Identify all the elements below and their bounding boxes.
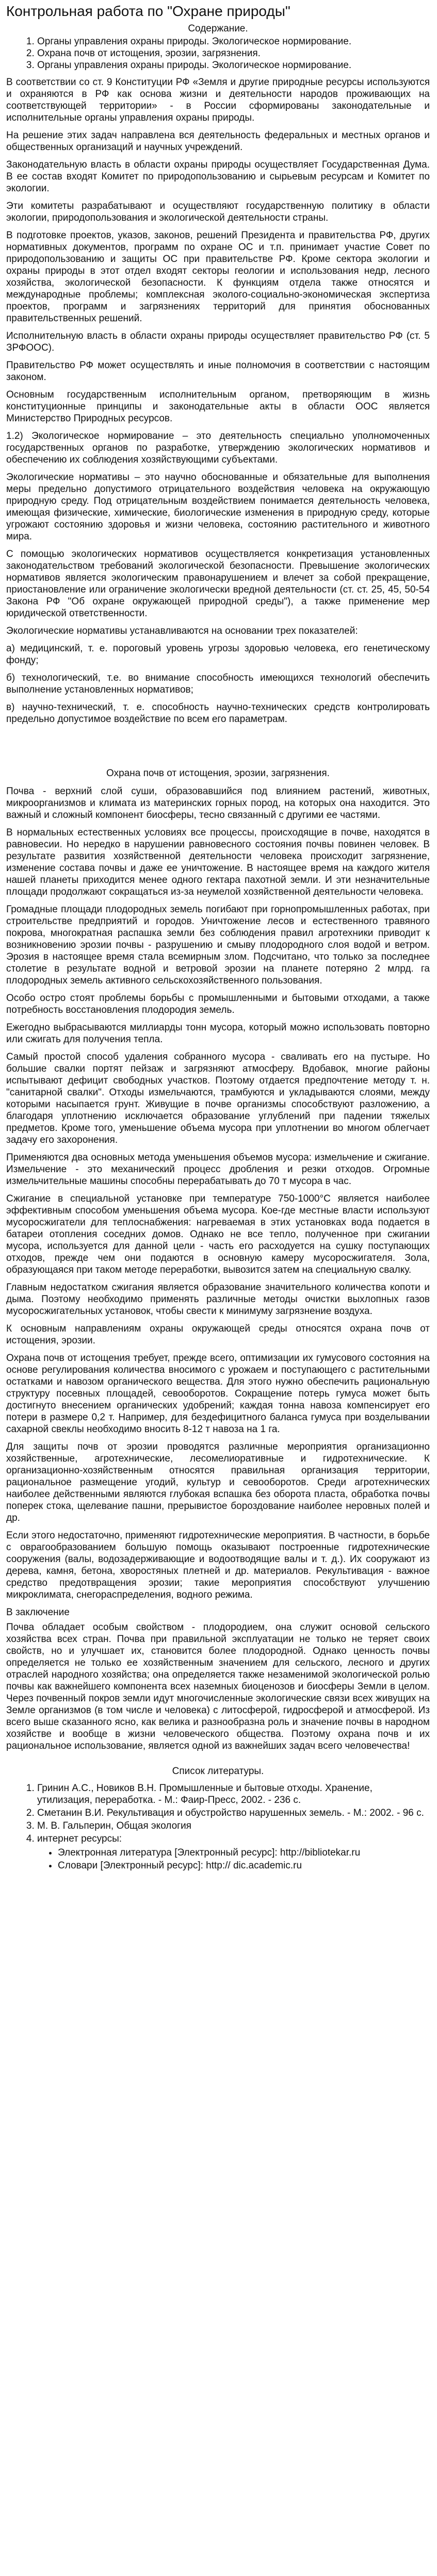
criteria-item: а) медицинский, т. е. пороговый уровень угрозы здоровью человека, его генетическому фонду;	[6, 643, 430, 666]
reference-item: 2. Сметанин В.И. Рекультивация и обустройство нарушенных земель. - М.: 2002. - 96 с.	[37, 1807, 430, 1819]
toc-item: 2. Охрана почв от истощения, эрозии, загрязнения.	[37, 47, 430, 59]
conclusion-paragraph: Почва обладает особым свойством - плодородием, она служит основой сельского хозяйства всех стран. Почва при правильной эксплуатации не только не теряет своих свойств, но и улучшает их, становится более плодородной. Однако ценность почвы определяется не только ее хозяйственным значением для сельского, лесного и других отраслей народного хозяйства; она определяется также незаменимой экологической ролью почвы как важнейшего компонента всех наземных биоценозов и биосферы Земли в целом. Через почвенный покров земли идут многочисленные экологические связи всех живущих на Земле организмов (в том числе и человека) с литосферой, гидросферой и атмосферой. Из всего выше сказанного ясно, как велика и разнообразна роль и значение почвы в народном хозяйстве и вообще в жизни человеческого общества. Поэтому охрана почв и их рациональное использование, является одной из важнейших задач всего человечества!	[6, 1622, 430, 1751]
toc-heading: Содержание.	[188, 23, 248, 34]
paragraph: В подготовке проектов, указов, законов, решений Президента и правительства РФ, других нормативных документов, программ по охране ОС и т.п. принимает участие Совет по природопользованию и защиты ОС при правительстве РФ. Кроме сектора экологии и охраны природы в этот отдел входят секторы геологии и использования недр, лесного хозяйства, экологической безопасности. К функциям отдела также относятся и международные проблемы; комплексная эколого-социально-экономическая экспертиза проектов, программ и загрязнениях территорий для принятия обоснованных правительственных решений.	[6, 230, 430, 324]
paragraph: Для защиты почв от эрозии проводятся различные мероприятия организационно хозяйственные, агротехнические, лесомелиоративные и гидротехнические. К организационно-хозяйственным относятся правильная организация территории, рациональное размещение угодий, культур и севооборотов. Среди агротехнических наиболее действенными являются глубокая вспашка без оборота пласта, обработка почвы поперек стока, щелевание пашни, прерывистое бороздование наиболее неровных полей и др.	[6, 1441, 430, 1523]
toc-item: 3. Органы управления охраны природы. Экологическое нормирование.	[37, 59, 430, 71]
paragraph: Главным недостатком сжигания является образование значительного количества копоти и дыма. Поэтому необходимо применять различные методы очистки выхлопных газов мусоросжигательных установок, чтобы свести к минимуму загрязнение воздуха.	[6, 1282, 430, 1317]
bibliography-list	[27, 1782, 430, 1845]
paragraph: Громадные площади плодородных земель погибают при горнопромышленных работах, при строительстве предприятий и городов. Уничтожение лесов и естественного травяного покрова, многократная распашка земли без соблюдения правил агротехники приводит к возникновению эрозии почвы - разрушению и смыву плодородного слоя водой и ветром. Эрозия в настоящее время стала всемирным злом. Подсчитано, что только за последнее столетие в результате водной и ветровой эрозии на планете потеряно 2 млрд. га плодородных земель активного сельскохозяйственного пользования.	[6, 904, 430, 986]
paragraph: На решение этих задач направлена вся деятельность федеральных и местных органов и общественных организаций и научных учреждений.	[6, 130, 430, 153]
criteria-item: в) научно-технический, т. е. способность научно-технических средств контролировать предельно допустимое воздействие по всем его параметрам.	[6, 702, 430, 725]
paragraph: Сжигание в специальной установке при температуре 750-1000°С является наиболее эффективным способом уменьшения объема мусора. Кое-где местные власти используют мусоросжигатели для теплоснабжения: нагреваемая в этих установках вода подается в батареи отопления соседних домов. Однако не все тепло, полученное при сжигании мусора, используется для данной цели - часть его расходуется на сушку поступающих отходов, прежде чем они подаются в основную камеру мусоросжигателя. Зола, образующаяся при таком методе переработки, вывозится затем на специальную свалку.	[6, 1193, 430, 1275]
bibliography-heading: Список литературы.	[172, 1766, 264, 1777]
reference-item: 3. М. В. Гальперин, Общая экология	[37, 1820, 430, 1832]
toc-item: 1. Органы управления охраны природы. Экологическое нормирование.	[37, 36, 430, 47]
internet-resources	[47, 1847, 430, 1872]
paragraph: Ежегодно выбрасываются миллиарды тонн мусора, который можно использовать повторно или сжигать для получения тепла.	[6, 1022, 430, 1045]
paragraph: Основным государственным исполнительным органом, претворяющим в жизнь конституционные принципы и законодательные акты в области ООС является Министерство Природных ресурсов.	[6, 389, 430, 424]
reference-item: 4. интернет ресурсы:	[37, 1833, 430, 1845]
paragraph: Законодательную власть в области охраны природы осуществляет Государственная Дума. В ее состав входят Комитет по природопользованию и сырьевым ресурсам и Комитет по экологии.	[6, 159, 430, 194]
paragraph: В нормальных естественных условиях все процессы, происходящие в почве, находятся в равновесии. Но нередко в нарушении равновесного состояния почвы повинен человек. В результате развития хозяйственной деятельности человека происходит загрязнение, изменение состава почвы и даже ее уничтожение. В настоящее время на каждого жителя нашей планеты приходится менее одного гектара пахотной земли. И эти незначительные площади продолжают сокращаться из-за неумелой хозяйственной деятельности человека.	[6, 827, 430, 897]
paragraph: В соответствии со ст. 9 Конституции РФ «Земля и другие природные ресурсы используются и охраняются в РФ как основа жизни и деятельности народов проживающих на соответствующей территории» - в России сформированы законодательные и исполнительные органы управления охраны природы.	[6, 77, 430, 123]
paragraph: Самый простой способ удаления собранного мусора - сваливать его на пустыре. Но большие свалки портят пейзаж и загрязняют атмосферу. Вдобавок, многие районы испытывают дефицит свободных участков. Поэтому отдается предпочтение методу т. н. "санитарной свалки". Отходы измельчаются, трамбуются и укладываются слоями, между которыми насыпается грунт. Живущие в почве организмы способствуют разложению, а благодаря уплотнению исключается образование углублений при падении тяжелых предметов. Кроме того, уменьшение объема мусора при уплотнении во многом облегчает задачу его захоронения.	[6, 1052, 430, 1145]
conclusion-label: В заключение	[6, 1607, 70, 1618]
page-title: Контрольная работа по "Охране природы"	[6, 3, 290, 19]
paragraph: Если этого недостаточно, применяют гидротехнические мероприятия. В частности, в борьбе с оврагообразованием большую помощь оказывают построенные гидротехнические сооружения (валы, водозадерживающие и водоотводящие валы и т. д.). Их сооружают из дерева, камня, бетона, хворостяных плетней и др. материалов. Рекультивация - важное средство предотвращения эрозии; такие мероприятия способствуют улучшению микроклимата, снегораспределения, водного режима.	[6, 1530, 430, 1600]
paragraph: С помощью экологических нормативов осуществляется конкретизация установленных законодательством требований экологической безопасности. Превышение экологических нормативов является экологическим правонарушением и влечет за собой прекращение, приостановление или ограничение экологически вредной деятельности (ст. ст. 25, 45, 50-54 Закона РФ "Об охране окружающей природной среды"), а также применение мер юридической ответственности.	[6, 549, 430, 619]
table-of-contents	[27, 36, 430, 71]
reference-item: 1. Гринин А.С., Новиков В.Н. Промышленные и бытовые отходы. Хранение, утилизация, переработка. - М.: Фаир-Пресс, 2002. - 236 с.	[37, 1782, 430, 1806]
paragraph: Охрана почв от истощения требует, прежде всего, оптимизации их гумусового состояния на основе регулирования количества вносимого с урожаем и поступающего с растительными остатками и навозом органического вещества. Для этого нужно обеспечить рациональную структуру посевных площадей, севооборотов. Сокращение потерь гумуса может быть достигнуто внесением органических удобрений; каждая тонна навоза компенсирует его потери в размере 0,2 т. Например, для бездефицитного баланса гумуса при возделывании сахарной свеклы необходимо вносить 8-12 т навоза на 1 га.	[6, 1353, 430, 1435]
paragraph: Правительство РФ может осуществлять и иные полномочия в соответствии с настоящим законом.	[6, 360, 430, 383]
paragraph: К основным направлениям охраны окружающей среды относятся охрана почв от истощения, эрозии.	[6, 1323, 430, 1346]
paragraph: Исполнительную власть в области охраны природы осуществляет правительство РФ (ст. 5 ЗРФООС).	[6, 331, 430, 353]
paragraph: 1.2) Экологическое нормирование – это деятельность специально уполномоченных государственных органов по разработке, утверждению экологических нормативов и обеспечению их соблюдения хозяйствующими субъектами.	[6, 431, 430, 465]
resource-link[interactable]: • Словари [Электронный ресурс]: http:// dic.academic.ru	[58, 1860, 430, 1872]
paragraph: Эти комитеты разрабатывают и осуществляют государственную политику в области экологии, природопользования и экологической деятельности страны.	[6, 201, 430, 223]
criteria-item: б) технологический, т.е. во внимание способность имеющихся технологий обеспечить выполнение установленных нормативов;	[6, 672, 430, 695]
section-organs	[6, 76, 430, 725]
paragraph: Экологические нормативы – это научно обоснованные и обязательные для выполнения меры предельно допустимого отрицательного воздействия человека на окружающую природную среду. Под отрицательным воздействием понимается деятельность человека, имеющая физические, химические, биологические изменения в природную среду, которые угрожают состоянию здоровья и жизни человека, состоянию растительного и животного мира.	[6, 472, 430, 542]
paragraph: Экологические нормативы устанавливаются на основании трех показателей:	[6, 626, 358, 636]
section-heading: Охрана почв от истощения, эрозии, загрязнения.	[106, 768, 330, 779]
paragraph: Особо остро стоят проблемы борьбы с промышленными и бытовыми отходами, а также потребность восстановления плодородия земель.	[6, 993, 430, 1015]
section-soil	[6, 785, 430, 1752]
paragraph: Применяются два основных метода уменьшения объемов мусора: измельчение и сжигание. Измельчение - это механический процесс дробления и резки отходов. Огромные измельчительные машины способны перерабатывать до 70 т мусора в час.	[6, 1152, 430, 1187]
resource-link[interactable]: • Электронная литература [Электронный ресурс]: http://bibliotekar.ru	[58, 1847, 430, 1859]
paragraph: Почва - верхний слой суши, образовавшийся под влиянием растений, животных, микроорганизмов и климата из материнских горных пород, на которых она находится. Это важный и сложный компонент биосферы, тесно связанный с другими ее частями.	[6, 786, 430, 821]
